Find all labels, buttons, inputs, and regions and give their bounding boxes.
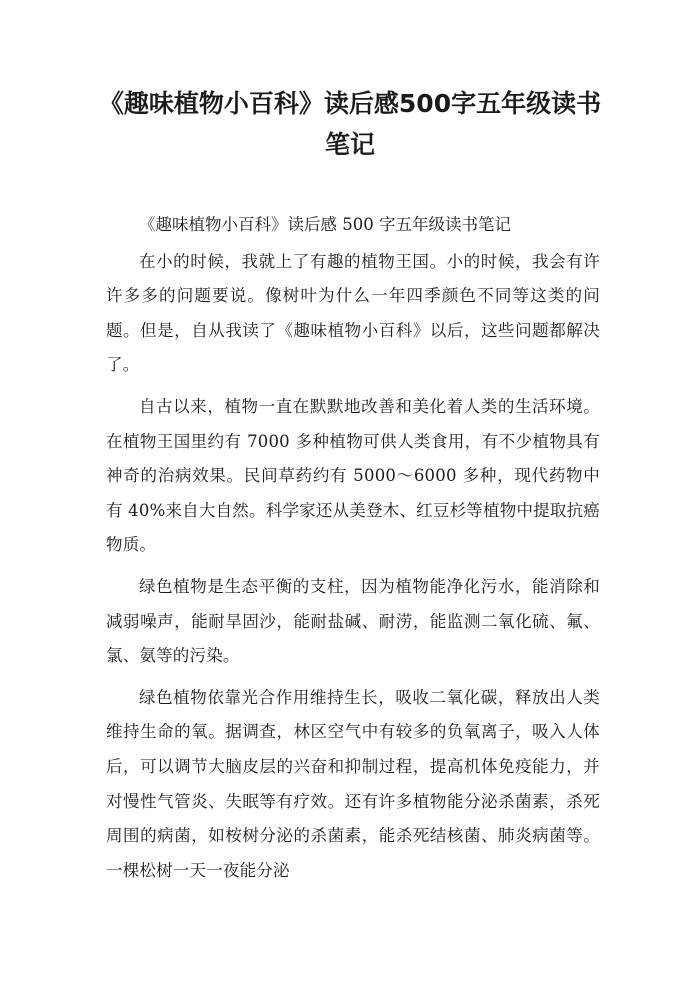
document-title: 《趣味植物小百科》读后感500字五年级读书笔记 bbox=[98, 89, 602, 159]
paragraph-3: 绿色植物是生态平衡的支柱，因为植物能净化污水，能消除和减弱噪声，能耐旱固沙，能耐盐碱、耐涝，能监测二氧化硫、氟、氯、氨等的污染。 bbox=[106, 576, 600, 666]
paragraph-2: 自古以来，植物一直在默默地改善和美化着人类的生活环境。在植物王国里约有 7000 多种植物可供人类食用，有不少植物具有神奇的治病效果。民间草药约有 5000～6000 多种，现代药物中有 40%来自大自然。科学家还从美登木、红豆杉等植物中提取抗癌物质。 bbox=[106, 396, 600, 555]
document-subtitle: 《趣味植物小百科》读后感 500 字五年级读书笔记 bbox=[139, 215, 511, 234]
paragraph-1: 在小的时候，我就上了有趣的植物王国。小的时候，我会有许许多多的问题要说。像树叶为什么一年四季颜色不同等这类的问题。但是，自从我读了《趣味植物小百科》以后，这些问题都解决了。 bbox=[106, 251, 600, 375]
document-body bbox=[106, 208, 600, 895]
paragraph-4: 绿色植物依靠光合作用维持生长，吸收二氧化碳，释放出人类维持生命的氧。据调查，林区空气中有较多的负氧离子，吸入人体后，可以调节大脑皮层的兴奋和抑制过程，提高机体免疫能力，并对慢性气管炎、失眠等有疗效。还有许多植物能分泌杀菌素，杀死周围的病菌，如桉树分泌的杀菌素，能杀死结核菌、肺炎病菌等。一棵松树一天一夜能分泌 bbox=[106, 687, 600, 880]
